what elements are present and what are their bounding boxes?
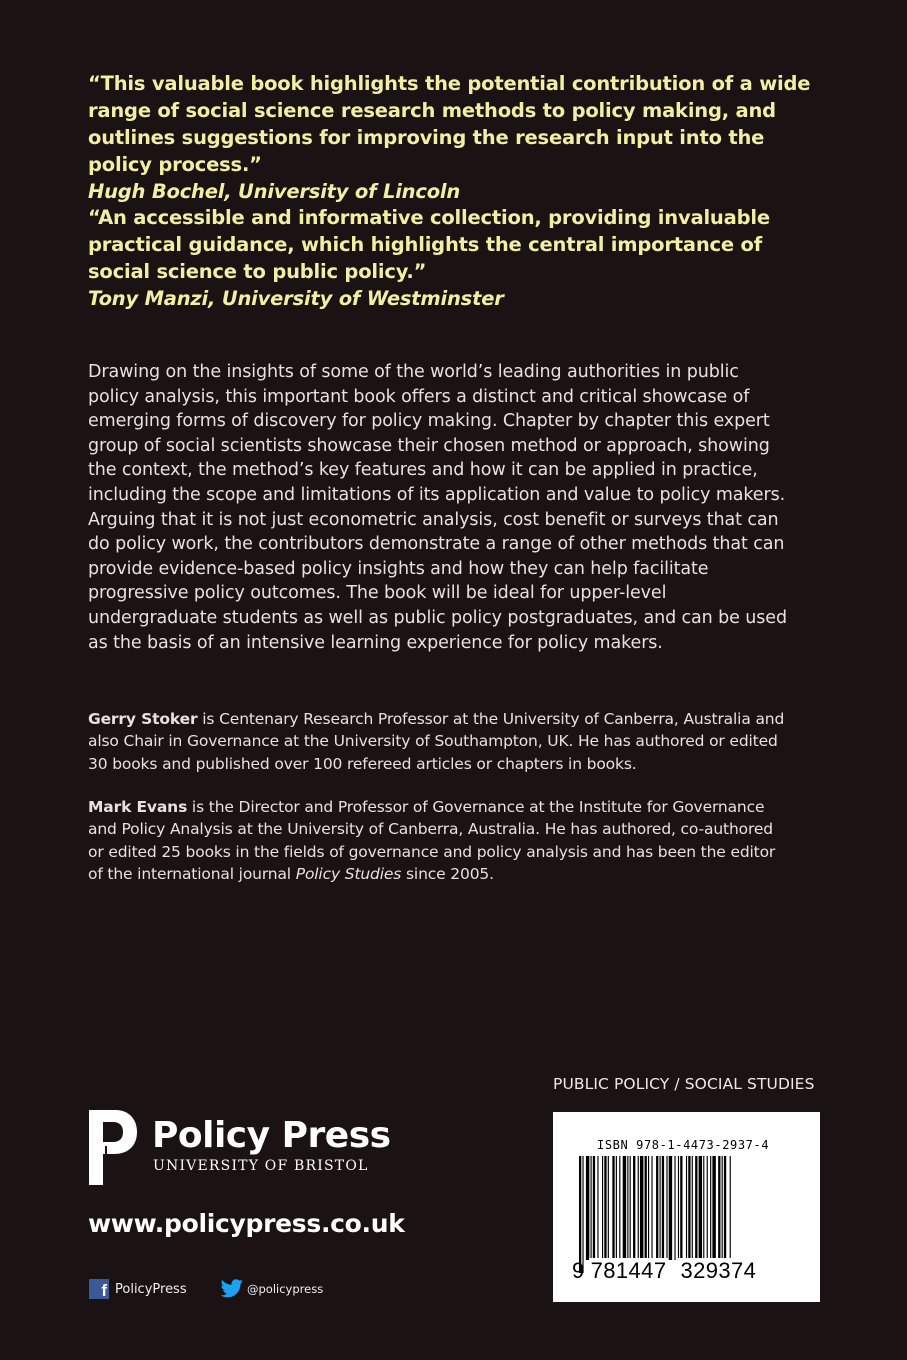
publisher-subtitle: UNIVERSITY OF BRISTOL	[153, 1158, 369, 1174]
quote-attribution: Tony Manzi, University of Westminster	[88, 287, 504, 310]
quote-text: “This valuable book highlights the potential contribution of a wide range of social science research methods to policy making, and outlines suggestions for improving the research input into the policy process.”	[88, 72, 811, 176]
barcode-bar	[591, 1156, 592, 1260]
barcode-bar	[692, 1156, 693, 1260]
barcode-bar	[630, 1156, 631, 1260]
barcode-bar	[619, 1156, 620, 1260]
barcode-bar	[579, 1156, 581, 1273]
barcode-bar	[612, 1156, 614, 1260]
barcode-bar	[699, 1156, 702, 1260]
barcode-bar	[669, 1156, 672, 1260]
review-quote-1	[88, 70, 828, 205]
barcode-bar	[645, 1156, 647, 1260]
journal-title: Policy Studies	[295, 864, 402, 883]
barcode-bar	[633, 1156, 635, 1260]
author-bio-2	[88, 796, 788, 885]
bio-text: is the Director and Professor of Governance at the Institute for Governance and Policy Analysis at the University of Canberra, Australia. He has authored, co-authored or edited 25 books in the fields of governance and policy analysis and has been the editor of the international journal	[88, 798, 776, 883]
twitter-icon	[220, 1279, 244, 1299]
barcode-bar	[680, 1156, 682, 1260]
barcode-bar	[608, 1156, 609, 1260]
publisher-website[interactable]: www.policypress.co.uk	[88, 1209, 405, 1238]
barcode-bar	[724, 1156, 726, 1260]
barcode-bar	[718, 1156, 720, 1260]
isbn-barcode	[553, 1112, 820, 1302]
isbn-label: ISBN 978-1-4473-2937-4	[597, 1138, 770, 1152]
quote-text: “An accessible and informative collection, providing invaluable practical guidance, which highlights the central importance of social science to public policy.”	[88, 206, 770, 283]
facebook-link[interactable]	[89, 1279, 187, 1299]
barcode-bars	[577, 1156, 812, 1273]
barcode-bar	[582, 1156, 583, 1273]
review-quote-2	[88, 204, 828, 312]
barcode-bar	[707, 1156, 708, 1260]
barcode-bar	[597, 1156, 598, 1260]
barcode-bar	[695, 1156, 697, 1260]
twitter-link[interactable]	[220, 1279, 323, 1299]
barcode-bar	[586, 1156, 589, 1260]
barcode-bar	[710, 1156, 711, 1260]
barcode-bar	[678, 1156, 679, 1260]
facebook-handle: PolicyPress	[115, 1281, 187, 1297]
barcode-digits	[572, 1258, 758, 1284]
barcode-bar	[688, 1156, 690, 1260]
barcode-bar	[616, 1156, 617, 1260]
barcode-digits-group-1: 781447	[590, 1258, 667, 1283]
barcode-bar	[656, 1156, 658, 1273]
author-bio-1	[88, 708, 788, 775]
barcode-bar	[604, 1156, 606, 1260]
author-name: Mark Evans	[88, 798, 188, 816]
twitter-handle: @policypress	[247, 1282, 324, 1296]
barcode-bar	[703, 1156, 704, 1260]
barcode-bar	[722, 1156, 723, 1260]
barcode-bar	[662, 1156, 664, 1260]
barcode-bar	[660, 1156, 661, 1260]
barcode-bar	[648, 1156, 649, 1260]
barcode-bar	[674, 1156, 675, 1260]
barcode-digits-group-2: 329374	[680, 1258, 757, 1283]
author-name: Gerry Stoker	[88, 710, 198, 728]
subject-category: PUBLIC POLICY / SOCIAL STUDIES	[553, 1075, 815, 1093]
barcode-bar	[712, 1156, 715, 1260]
barcode-bar	[602, 1156, 603, 1260]
barcode-bar	[627, 1156, 628, 1260]
barcode-bar	[638, 1156, 639, 1260]
barcode-bar	[651, 1156, 652, 1260]
barcode-bar	[686, 1156, 687, 1260]
quote-attribution: Hugh Bochel, University of Lincoln	[88, 180, 461, 203]
bio-text-end: since 2005.	[401, 864, 494, 883]
publisher-name: Policy Press	[152, 1115, 391, 1156]
barcode-bar	[593, 1156, 595, 1260]
barcode-digit-lead: 9	[572, 1258, 585, 1283]
barcode-bar	[623, 1156, 626, 1260]
barcode-bar	[640, 1156, 643, 1260]
barcode-bar	[666, 1156, 667, 1260]
book-description: Drawing on the insights of some of the world’s leading authorities in public policy analysis, this important book offers a distinct and critical showcase of emerging forms of discovery for policy making. Chapter by chapter this expert group of social scientists showcase their chosen method or approach, showing the context, the method’s key features and how it can be applied in practice, including the scope and limitations of its application and value to policy makers. Arguing that it is not just econometric analysis, cost benefit or surveys that can do policy work, the contributors demonstrate a range of other methods that can provide evidence-based policy insights and how they can help facilitate progressive policy outcomes. The book will be ideal for upper-level undergraduate students as well as public policy postgraduates, and can be used as the basis of an intensive learning experience for policy makers.	[88, 362, 787, 653]
facebook-icon: f	[89, 1279, 109, 1299]
policy-press-logo-icon	[87, 1108, 139, 1187]
barcode-bar	[730, 1156, 731, 1273]
bio-text: is Centenary Research Professor at the University of Canberra, Australia and also Chair in Governance at the University of Southampton, UK. He has authored or edited 30 books and published over 100 refereed articles or chapters in books.	[88, 710, 785, 773]
